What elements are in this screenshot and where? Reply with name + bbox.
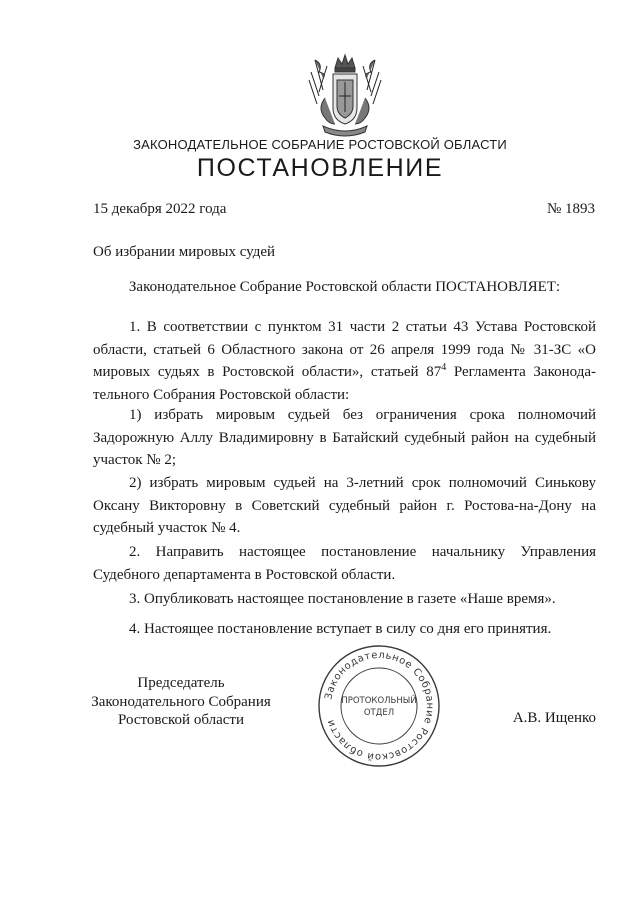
subparagraph-2: 2) избрать мировым судьей на 3-летний срок полномочий Синькову Оксану Викторовну в Советский судебный район г. Ростова-на-Дону на судебный участок № 4. — [93, 475, 596, 536]
document-type-title: ПОСТАНОВЛЕНИЕ — [196, 154, 444, 182]
paragraph-1-text: 1. В соответствии с пунктом 31 части 2 статьи 43 Устава Ростовской области, статьей 6 Областного закона от 26 апреля 1999 года № 31-ЗС «О мировых судьях в Ростовской области», статьей 87 — [93, 319, 596, 380]
signatory-line-2: Законодательного Собрания — [91, 693, 271, 710]
preamble: Законодательное Собрание Ростовской области ПОСТАНОВЛЯЕТ: — [128, 279, 561, 295]
official-stamp — [316, 643, 442, 769]
signatory-name: А.В. Ищенко — [512, 710, 596, 726]
paragraph-1 — [93, 316, 596, 406]
paragraph-3: 3. Опубликовать настоящее постановление в газете «Наше время». — [129, 591, 556, 607]
document-date: 15 декабря 2022 года — [93, 201, 227, 217]
article-superscript: 4 — [441, 362, 447, 373]
subparagraph-1: 1) избрать мировым судьей без ограничения срока полномочий Задорожную Аллу Владимировну в Батайский судебный район на судебный участок № 2; — [93, 407, 596, 468]
paragraph-4: 4. Настоящее постановление вступает в силу со дня его принятия. — [129, 621, 552, 637]
signatory-line-3: Ростовской области — [118, 712, 244, 728]
svg-text:ОТДЕЛ: ОТДЕЛ — [363, 708, 395, 718]
paragraph-2: 2. Направить настоящее постановление начальнику Управления Судебного департамента в Ростовской области. — [93, 544, 596, 583]
document-subject: Об избрании мировых судей — [93, 244, 276, 260]
organization-name: ЗАКОНОДАТЕЛЬНОЕ СОБРАНИЕ РОСТОВСКОЙ ОБЛАСТИ — [133, 137, 507, 152]
signatory-title — [86, 674, 276, 730]
coat-of-arms-icon — [305, 52, 385, 138]
document-number: № 1893 — [546, 201, 595, 217]
svg-text:Законодательное Собрание Росто: Законодательное Собрание Ростовской области — [323, 649, 436, 763]
svg-text:ПРОТОКОЛЬНЫЙ: ПРОТОКОЛЬНЫЙ — [341, 696, 417, 706]
paragraph-1-text-end: Регламента Законода-тельного Собрания Ростовской области: — [93, 364, 596, 403]
signatory-line-1: Председатель — [137, 675, 225, 691]
